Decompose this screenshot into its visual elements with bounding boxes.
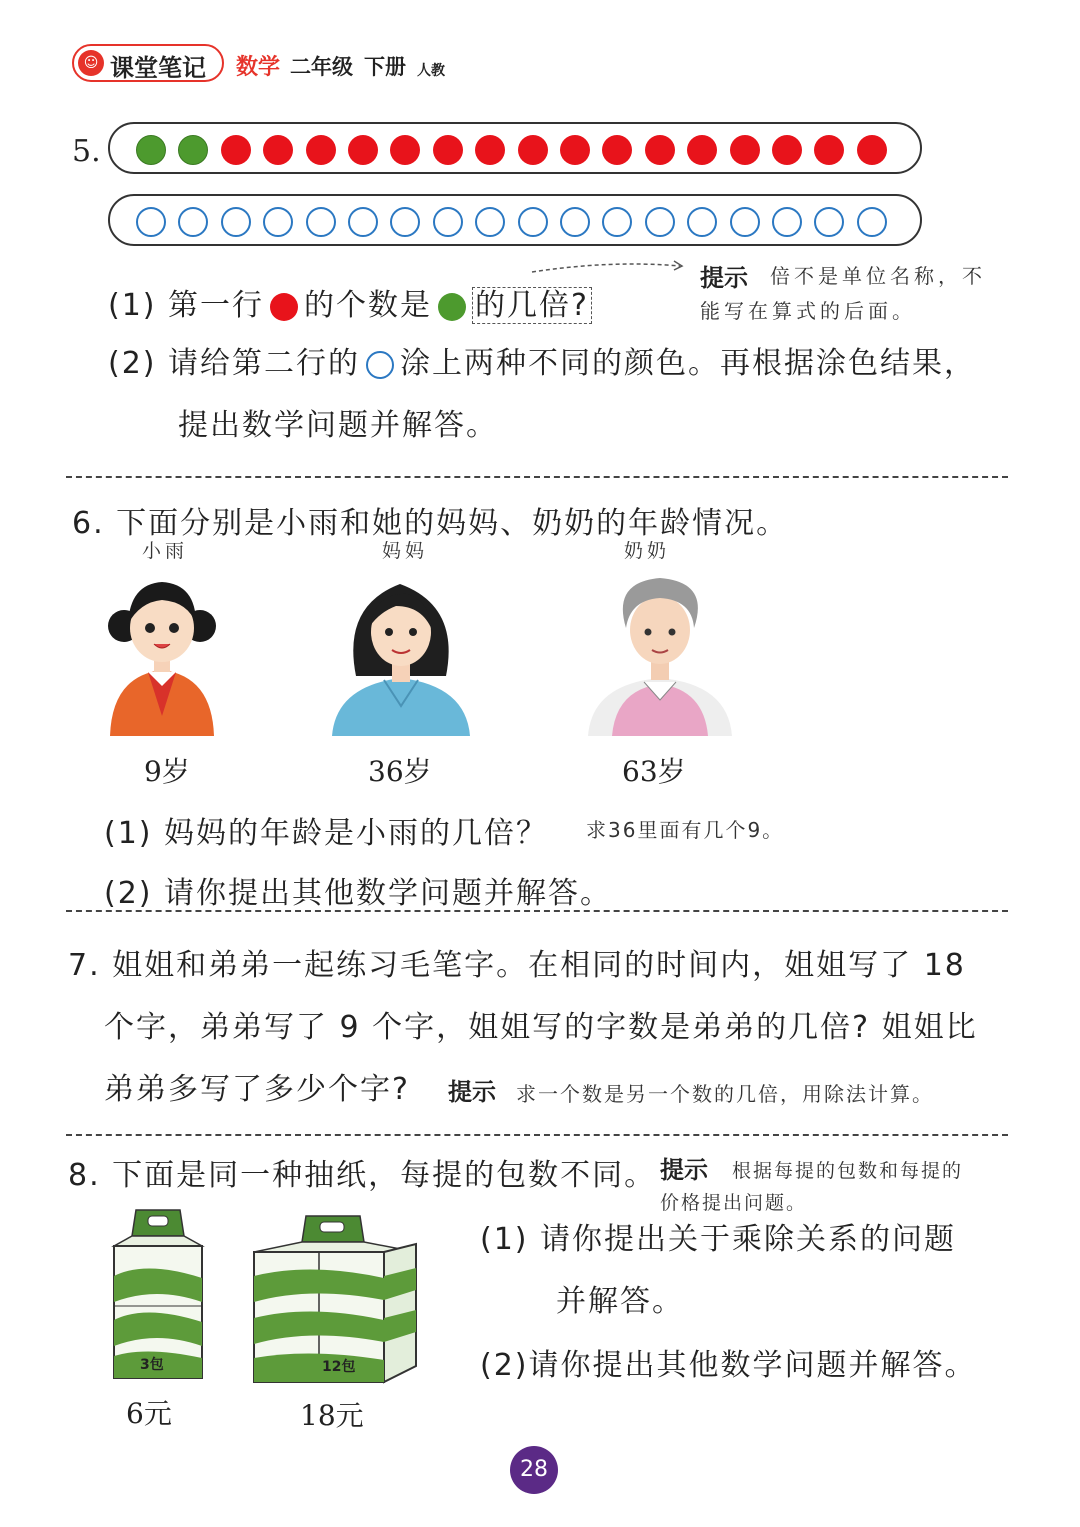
q8-stem: 8. 下面是同一种抽纸，每提的包数不同。 — [68, 1158, 657, 1193]
q5-tip-label: 提示 — [700, 264, 748, 292]
q6-part2: (2) 请你提出其他数学问题并解答。 — [104, 876, 613, 911]
red-bead — [602, 135, 632, 165]
age-xiaoyu: 9岁 — [144, 755, 190, 788]
q5-tip-line2: 能写在算式的后面。 — [700, 299, 916, 323]
person-name-grandma: 奶奶 — [624, 540, 671, 562]
price-pack-12: 18元 — [300, 1399, 364, 1432]
empty-circle[interactable] — [433, 207, 463, 237]
q8-part2: (2)请你提出其他数学问题并解答。 — [480, 1348, 977, 1383]
red-bead — [772, 135, 802, 165]
q8-tip-label: 提示 — [660, 1156, 708, 1184]
q7-line3: 弟弟多写了多少个字? — [104, 1072, 410, 1107]
brand-name: 课堂笔记 — [110, 54, 206, 82]
q5-part2-line2: 提出数学问题并解答。 — [178, 408, 498, 443]
empty-circle[interactable] — [518, 207, 548, 237]
person-name-mom: 妈妈 — [382, 540, 429, 562]
grade-label: 二年级 — [290, 55, 353, 79]
page-number: 28 — [510, 1446, 558, 1494]
red-bead — [433, 135, 463, 165]
q6-part1: (1) 妈妈的年龄是小雨的几倍？ — [104, 816, 549, 851]
age-mom: 36岁 — [368, 755, 432, 788]
q5-part2-text-a: (2) 请给第二行的 — [108, 346, 361, 381]
red-bead — [814, 135, 844, 165]
q5-part2-text-b: 涂上两种不同的颜色。再根据涂色结果， — [400, 346, 977, 381]
empty-circle[interactable] — [772, 207, 802, 237]
person-name-xiaoyu: 小雨 — [142, 540, 189, 562]
q8-part1-line1: (1) 请你提出关于乘除关系的问题 — [480, 1222, 957, 1257]
question-5-number: 5. — [72, 134, 101, 169]
empty-circle[interactable] — [857, 207, 887, 237]
smile-icon: ☺ — [78, 50, 104, 76]
green-bead — [178, 135, 208, 165]
q5-part1-suffix: 的几倍? — [472, 287, 592, 324]
red-bead — [857, 135, 887, 165]
subject-label: 数学 — [236, 55, 281, 80]
tip-arrow — [530, 258, 690, 278]
red-bead — [645, 135, 675, 165]
q5-part2-line1 — [108, 338, 976, 382]
empty-circle[interactable] — [814, 207, 844, 237]
green-dot-icon — [438, 293, 466, 321]
empty-circle[interactable] — [602, 207, 632, 237]
red-bead — [263, 135, 293, 165]
age-grandma: 63岁 — [622, 755, 686, 788]
empty-circle[interactable] — [560, 207, 590, 237]
bead-row-empty[interactable] — [108, 194, 922, 246]
empty-circle[interactable] — [390, 207, 420, 237]
red-bead — [306, 135, 336, 165]
empty-circle-icon — [366, 351, 394, 379]
mom-illustration — [326, 566, 476, 736]
empty-circle[interactable] — [306, 207, 336, 237]
red-dot-icon — [270, 293, 298, 321]
q5-tip-line1: 倍不是单位名称，不 — [770, 264, 986, 288]
volume-label: 下册 — [364, 55, 406, 79]
q5-part1 — [108, 280, 592, 324]
price-pack-3: 6元 — [126, 1397, 172, 1430]
q7-line1: 7. 姐姐和弟弟一起练习毛笔字。在相同的时间内，姐姐写了 18 — [68, 948, 966, 983]
red-bead — [390, 135, 420, 165]
red-bead — [221, 135, 251, 165]
q5-part1-prefix: (1) 第一行 — [108, 288, 265, 323]
empty-circle[interactable] — [475, 207, 505, 237]
pack-12-label: 12包 — [322, 1359, 356, 1375]
red-bead — [518, 135, 548, 165]
empty-circle[interactable] — [730, 207, 760, 237]
empty-circle[interactable] — [645, 207, 675, 237]
empty-circle[interactable] — [178, 207, 208, 237]
green-bead — [136, 135, 166, 165]
q5-part1-mid: 的个数是 — [304, 288, 433, 323]
section-divider — [66, 1134, 1008, 1136]
pack-3-label: 3包 — [140, 1357, 164, 1373]
empty-circle[interactable] — [221, 207, 251, 237]
red-bead — [348, 135, 378, 165]
red-bead — [560, 135, 590, 165]
bead-row-colored — [108, 122, 922, 174]
q8-tip-line1: 根据每提的包数和每提的 — [732, 1160, 964, 1182]
empty-circle[interactable] — [348, 207, 378, 237]
q6-part1-hint: 求36里面有几个9。 — [586, 818, 785, 842]
section-divider — [66, 476, 1008, 478]
empty-circle[interactable] — [136, 207, 166, 237]
publisher-label: 人教 — [417, 63, 445, 79]
red-bead — [730, 135, 760, 165]
empty-circle[interactable] — [263, 207, 293, 237]
section-divider — [66, 910, 1008, 912]
q7-tip-label: 提示 — [448, 1078, 496, 1106]
empty-circle[interactable] — [687, 207, 717, 237]
q6-stem: 6. 下面分别是小雨和她的妈妈、奶奶的年龄情况。 — [72, 506, 789, 541]
girl-illustration — [104, 566, 220, 736]
red-bead — [687, 135, 717, 165]
red-bead — [475, 135, 505, 165]
q8-tip-line2: 价格提出问题。 — [660, 1192, 808, 1214]
grandma-illustration — [582, 566, 738, 736]
q8-part1-line2: 并解答。 — [556, 1284, 684, 1319]
q7-line2: 个字，弟弟写了 9 个字，姐姐写的字数是弟弟的几倍? 姐姐比 — [104, 1010, 978, 1045]
q7-tip-text: 求一个数是另一个数的几倍，用除法计算。 — [516, 1082, 934, 1106]
